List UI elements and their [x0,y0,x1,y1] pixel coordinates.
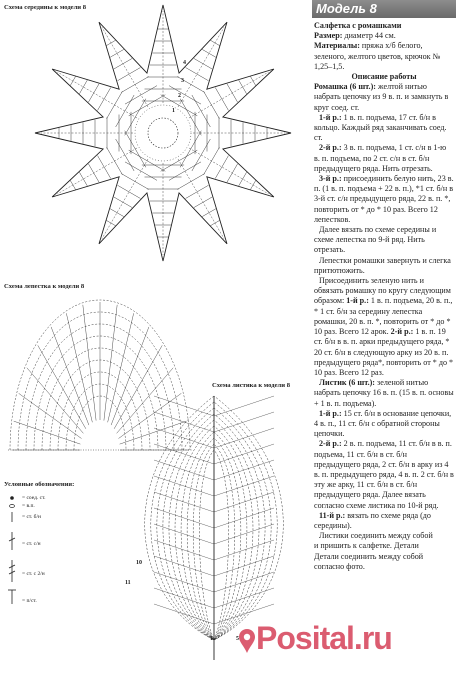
legend-item-slip-stitch: = соед. ст. [22,495,46,501]
attach-row2-label: 2-й р.: [390,327,414,337]
stitch-row [202,209,216,217]
petal-scheme-caption: Схема лепестка к модели 8 [4,283,85,290]
leaf-vein [154,540,214,560]
leaf-row-number-10: 10 [136,560,142,566]
leaf-vein [214,540,274,560]
stitch-row [79,172,87,186]
stitch-row [118,185,141,198]
leaf-vein [154,572,214,592]
leaf-vein [214,524,274,544]
leaf-row1-label: 1-й р.: [319,408,342,418]
stitch-row [186,68,209,81]
stitch-row [186,185,209,198]
final-line-1: Листики соединить между собой [319,531,433,541]
leaf-vein [214,492,274,512]
petal-spoke [83,305,96,421]
legend-item-hdc: = п/ст. [22,598,37,604]
leaf-row-number-11: 11 [125,580,131,586]
legend-item-dc: = ст. с/н [22,541,41,547]
leaf-row-number-5: 5 [236,636,239,642]
work-description-heading: Описание работы [351,72,417,82]
attach-row1-label: 1-й р.: [346,296,369,306]
stitch-row [215,88,228,111]
stitch-row [215,156,228,179]
petal-spoke [19,393,82,438]
stitch-row [129,95,166,116]
stitch-row [239,80,247,94]
petal-spoke [51,327,89,425]
final-line-4: согласно фото. [314,561,365,571]
pin-logo-icon [238,628,256,654]
model-header [312,0,456,18]
center-row-number-3: 3 [181,78,184,84]
leaf-vein [214,396,274,416]
daisy-row3-text: присоединить белую нить, 23 в. п. (1 в. п. подъема + 22 в. п.), *1 ст. б/н в 3-й ст. с/н предыдущего ряда, 22 в. п. *, повторить от * до * 10 раз. Всего 12 лепестков. [314,174,454,224]
daisy-label: Ромашка (6 шт.): [314,82,376,92]
watermark [238,612,460,664]
leaf-vein [154,588,214,608]
continue-paragraph-2: Лепестки ромашки завернуть и слегка притютюжить. [314,255,451,275]
leaf-vein [154,556,214,576]
daisy-text: желтой нитью набрать цепочку из 9 в. п. и замкнуть в круг соед. ст. [314,82,449,112]
stitch-row [98,88,111,111]
leaf-row1-text: 15 ст. б/н в основание цепочки, 4 в. п., 11 ст. б/н с обратной стороны цепочки. [314,408,452,439]
petal-spoke [14,421,81,444]
slip-stitch-symbol [10,496,14,500]
stitch-row [202,49,216,57]
leaf-vein [154,492,214,512]
leaf-vein [154,524,214,544]
instructions-column [312,0,456,678]
continue-paragraph-1: Далее вязать по схеме середины и схеме лепестка по 9-й ряд. Нить отрезать. [314,225,437,255]
model-header-title: Модель 8 [316,1,377,16]
leaf-vein [214,588,274,608]
daisy-row3-label: 3-й р.: [319,174,342,184]
daisy-row2-text: 3 в. п. подъема, 1 ст. с/н в 1-ю в. п. подъема, по 2 ст. с/н в ст. б/н предыдущего ряда. Нить отрезать. [314,143,447,173]
watermark-text: Posital.ru [256,620,392,656]
attach-row1-text: 1 в. п. подъема, 20 в. п., * 1 ст. б/н за середину лепестка ромашки, 20 в. п. *, повторить от * до * 10 раз. Всего 12 арок. [314,296,453,337]
leaf-vein [154,460,214,480]
stitch-row [110,209,124,217]
size-value: диаметр 44 см. [342,31,396,41]
leaf-vein [154,604,214,624]
pattern-title: Салфетка с ромашками [314,21,402,30]
legend-item-sc: = ст. б/н [22,514,41,520]
center-row-number-2: 2 [178,93,181,99]
center-scheme-caption: Схема середины к модели 8 [4,4,87,11]
leaf-scheme-caption: Схема листика к модели 8 [212,382,290,389]
size-label: Размер: [314,31,343,41]
leaf-vein [214,556,274,576]
center-scheme-diagram [0,0,310,270]
leaf-row11-text: вязать по схеме ряда (до середины). [314,510,431,530]
leaf-vein [214,444,274,464]
petal-spoke [27,368,84,434]
attach-text: Присоединить зеленую нить и обвязать ромашку по кругу следующим образом: [314,276,451,306]
daisy-row1-text: 1 в. п. подъема, 17 ст. б/н в кольцо. Каждый ряд заканчивать соед. ст. [314,112,447,143]
center-row-number-1: 1 [172,108,175,114]
legend-symbols [4,488,64,638]
materials-label: Материалы: [314,41,360,51]
final-line-3: Детали соединить между собой [314,551,424,561]
instructions-text [314,21,454,572]
leaf-vein [214,508,274,528]
legend-item-tr: = ст. с 2/н [22,571,45,577]
petal-spoke [38,345,86,428]
stitch-row [98,156,111,179]
leaf-row2-label: 2-й р.: [319,439,342,449]
leaf-label: Листик (6 шт.): [319,378,375,388]
attach-row2-text: 1 в. п. 19 ст. б/н в в. п. арки предыдущего ряда, * 20 ст. б/н в следующую арку из 20 в. п. предыдущего ряда*, повторить от * до * 10 раз. Всего 12 раз. [314,327,454,377]
daisy-row1-label: 1-й р.: [319,112,342,122]
legend-title: Условные обозначения: [4,481,75,488]
daisy-row2-label: 2-й р.: [319,143,342,153]
stitch-row [110,49,124,57]
legend-item-chain: = в.п. [22,503,35,509]
final-line-2: и пришить к салфетке. Детали [314,541,419,551]
leaf-vein [154,396,214,416]
leaf-vein [214,428,274,448]
leaf-row-number-1: 1 [210,636,213,642]
materials-value: пряжа х/б белого, зеленого, желтого цветов, крючок № 1,25–1,5. [314,41,441,71]
leaf-row2-text: 2 в. п. подъема, 11 ст. б/н в в. п. подъема, 11 ст. б/н в ст. б/н предыдущего ряда, 2 ст. б/н в арку из 4 в. п. предыдущего ряда, 4 в. п. 2 ст. б/н в эту же арку, 11 ст. б/н в ст. б/н предыдущего ряда. Далее вязать согласно схеме листика по 10-й ряд. [314,439,454,510]
center-ring-2 [135,105,191,161]
leaf-vein [154,428,214,448]
stitch-row [79,80,87,94]
chain-symbol [10,505,15,508]
leaf-row11-label: 11-й р.: [319,510,346,520]
petal-spoke [66,313,92,422]
stitch-row [118,68,141,81]
leaf-text: зеленой нитью набрать цепочку 16 в. п. (15 в. п. основы + 1 в. п. подъема). [314,378,454,408]
center-ring [148,118,178,148]
stitch-row [239,172,247,186]
center-row-number-4: 4 [183,60,186,66]
